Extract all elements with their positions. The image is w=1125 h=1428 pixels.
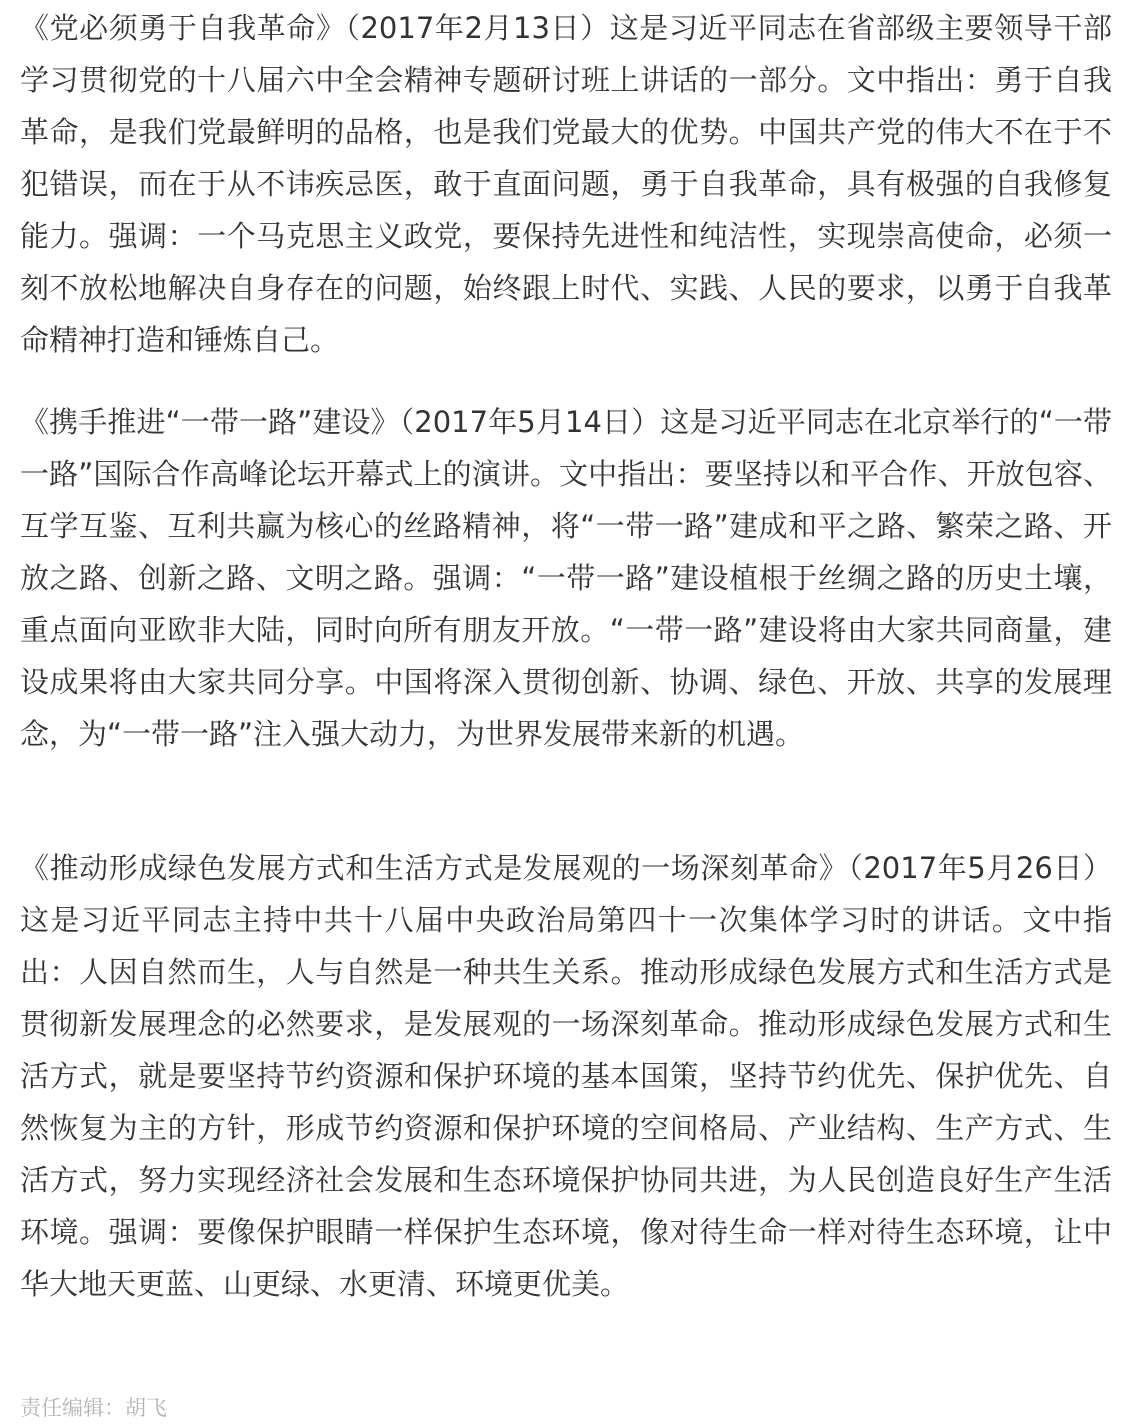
paragraph-dang-zi-wo-ge-ming: 《党必须勇于自我革命》（2017年2月13日）这是习近平同志在省部级主要领导干部学习贯彻党的十八届六中全会精神专题研讨班上讲话的一部分。文中指出：勇于自我革命，是我们党最鲜明的品格，也是我们党最大的优势。中国共产党的伟大不在于不犯错误，而在于从不讳疾忌医，敢于直面问题，勇于自我革命，具有极强的自我修复能力。强调：一个马克思主义政党，要保持先进性和纯洁性，实现崇高使命，必须一刻不放松地解决自身存在的问题，始终跟上时代、实践、人民的要求，以勇于自我革命精神打造和锤炼自己。 xyxy=(20,11,1112,357)
paragraph-yi-dai-yi-lu: 《携手推进“一带一路”建设》（2017年5月14日）这是习近平同志在北京举行的“一带一路”国际合作高峰论坛开幕式上的演讲。文中指出：要坚持以和平合作、开放包容、互学互鉴、互利共赢为核心的丝路精神，将“一带一路”建成和平之路、繁荣之路、开放之路、创新之路、文明之路。强调：“一带一路”建设植根于丝绸之路的历史土壤，重点面向亚欧非大陆，同时向所有朋友开放。“一带一路”建设将由大家共同商量，建设成果将由大家共同分享。中国将深入贯彻创新、协调、绿色、开放、共享的发展理念，为“一带一路”注入强大动力，为世界发展带来新的机遇。 xyxy=(20,405,1112,751)
paragraph-lv-se-fa-zhan: 《推动形成绿色发展方式和生活方式是发展观的一场深刻革命》（2017年5月26日）这是习近平同志主持中共十八届中央政治局第四十一次集体学习时的讲话。文中指出：人因自然而生，人与自然是一种共生关系。推动形成绿色发展方式和生活方式是贯彻新发展理念的必然要求，是发展观的一场深刻革命。推动形成绿色发展方式和生活方式，就是要坚持节约资源和保护环境的基本国策，坚持节约优先、保护优先、自然恢复为主的方针，形成节约资源和保护环境的空间格局、产业结构、生产方式、生活方式，努力实现经济社会发展和生态环境保护协同共进，为人民创造良好生产生活环境。强调：要像保护眼睛一样保护生态环境，像对待生命一样对待生态环境，让中华大地天更蓝、山更绿、水更清、环境更优美。 xyxy=(20,851,1112,1301)
responsible-editor: 责任编辑：胡飞 xyxy=(20,1396,167,1420)
